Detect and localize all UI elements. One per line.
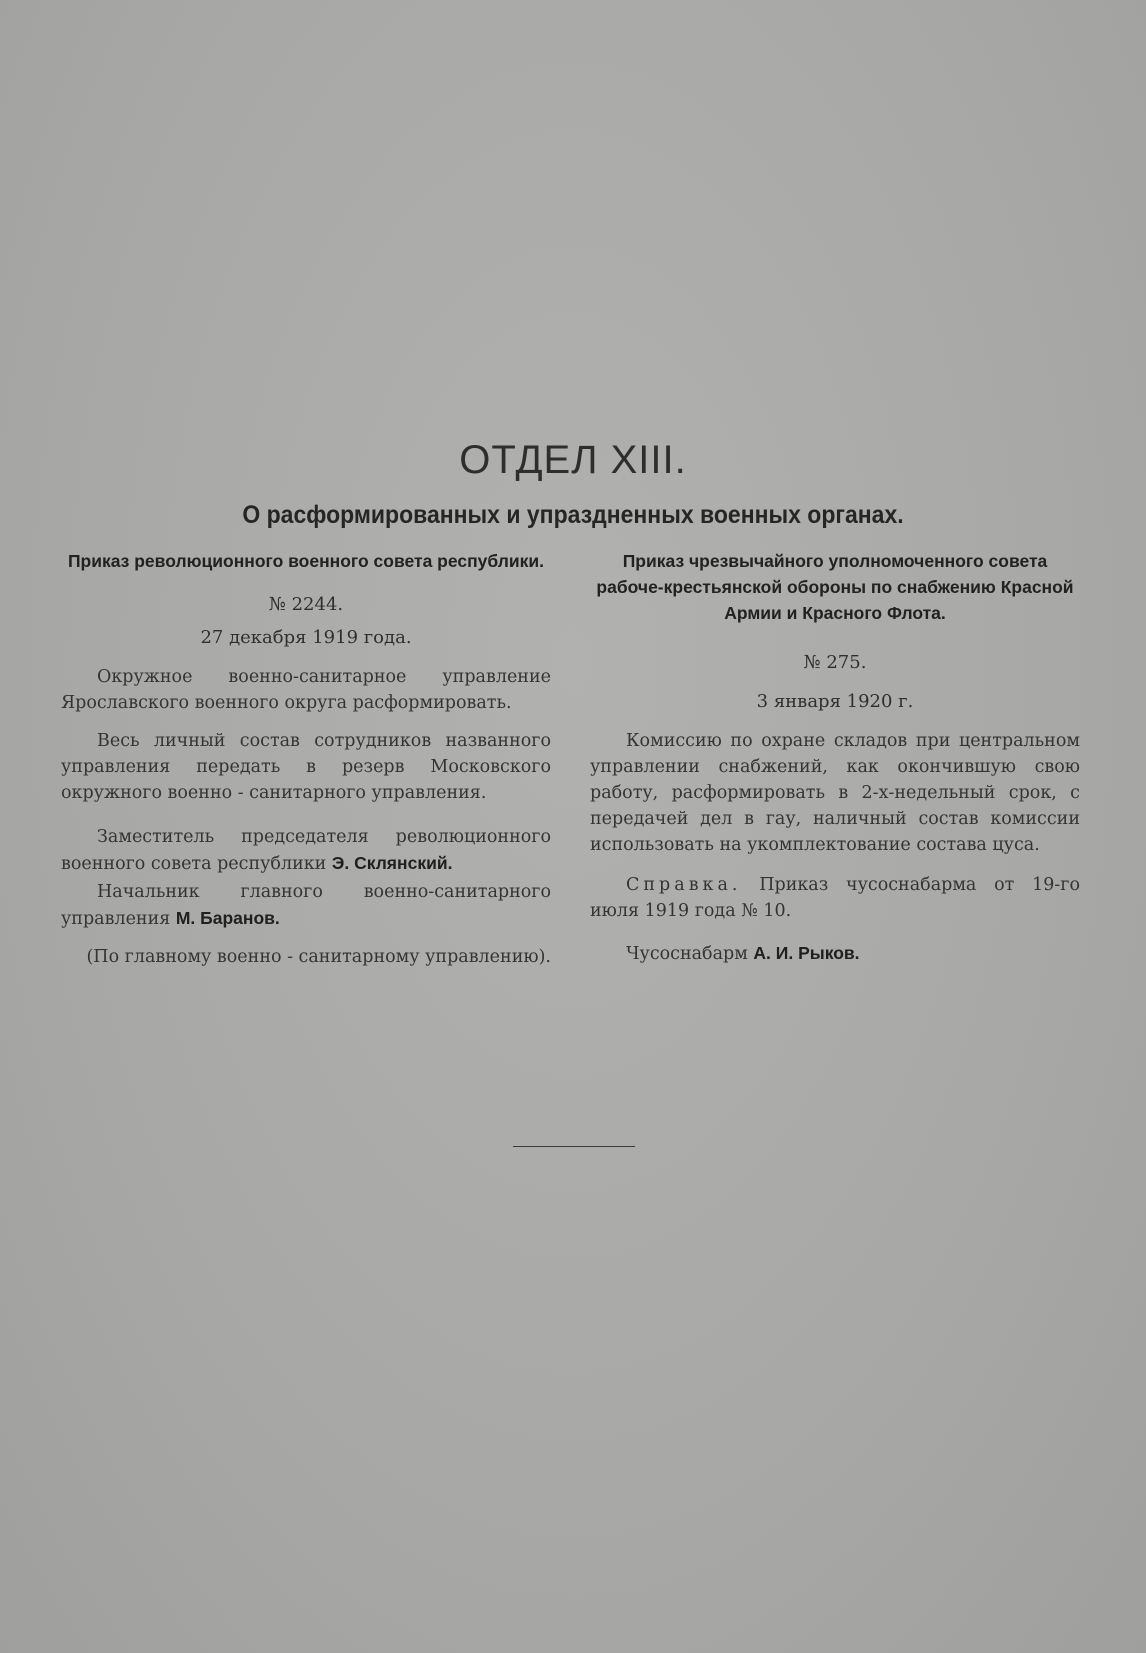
right-signature: [590, 940, 1080, 967]
right-column: [590, 548, 1080, 967]
left-order-heading: Приказ революционного военного совета республики.: [67, 551, 545, 571]
left-order-date: 27 декабря 1919 года.: [200, 627, 412, 648]
section-title: ОТДЕЛ XIII.: [459, 438, 687, 482]
left-note: (По главному военно - санитарному управлению).: [86, 947, 551, 967]
left-paragraph-1: Окружное военно-санитарное управление Ярославского военного округа расформировать.: [61, 667, 551, 713]
right-paragraph-1: Комиссию по охране складов при центральном управлении снабжений, как окончившую свою работу, расформировать в 2-х-недельный срок, с передачей дел в гау, наличный состав комиссии использовать на укомплектование состава цуса.: [590, 731, 1080, 855]
section-subtitle: О расформированных и упраздненных военных органах.: [242, 501, 904, 529]
divider-rule: [513, 1146, 635, 1147]
left-signature-2-name: М. Баранов.: [175, 908, 280, 928]
left-signature-1-name: Э. Склянский.: [331, 853, 453, 873]
left-signature-1: [61, 824, 551, 877]
right-order-date: 3 января 1920 г.: [756, 691, 914, 712]
right-order-number: № 275.: [803, 652, 867, 673]
left-signature-2: [61, 879, 551, 932]
right-signature-name: А. И. Рыков.: [753, 943, 860, 963]
right-reference-label: Справка.: [626, 875, 742, 895]
right-reference-text: Приказ чусоснабарма от 19-го июля 1919 года № 10.: [590, 875, 1080, 921]
right-reference: [590, 872, 1080, 924]
left-paragraph-2: Весь личный состав сотрудников названного управления передать в резерв Московского окружного военно - санитарного управления.: [61, 731, 551, 803]
left-order-number: № 2244.: [268, 594, 344, 615]
right-signature-title: Чусоснабарм: [626, 944, 754, 964]
left-signature-1-title: Заместитель председателя революционного военного совета республики: [61, 827, 551, 874]
left-column: [61, 548, 551, 970]
right-order-heading: Приказ чрезвычайного уполномоченного совета рабоче-крестьянской обороны по снабжению Красной Армии и Красного Флота.: [596, 551, 1074, 623]
left-signature-2-title: Начальник главного военно-санитарного управления: [61, 882, 551, 929]
